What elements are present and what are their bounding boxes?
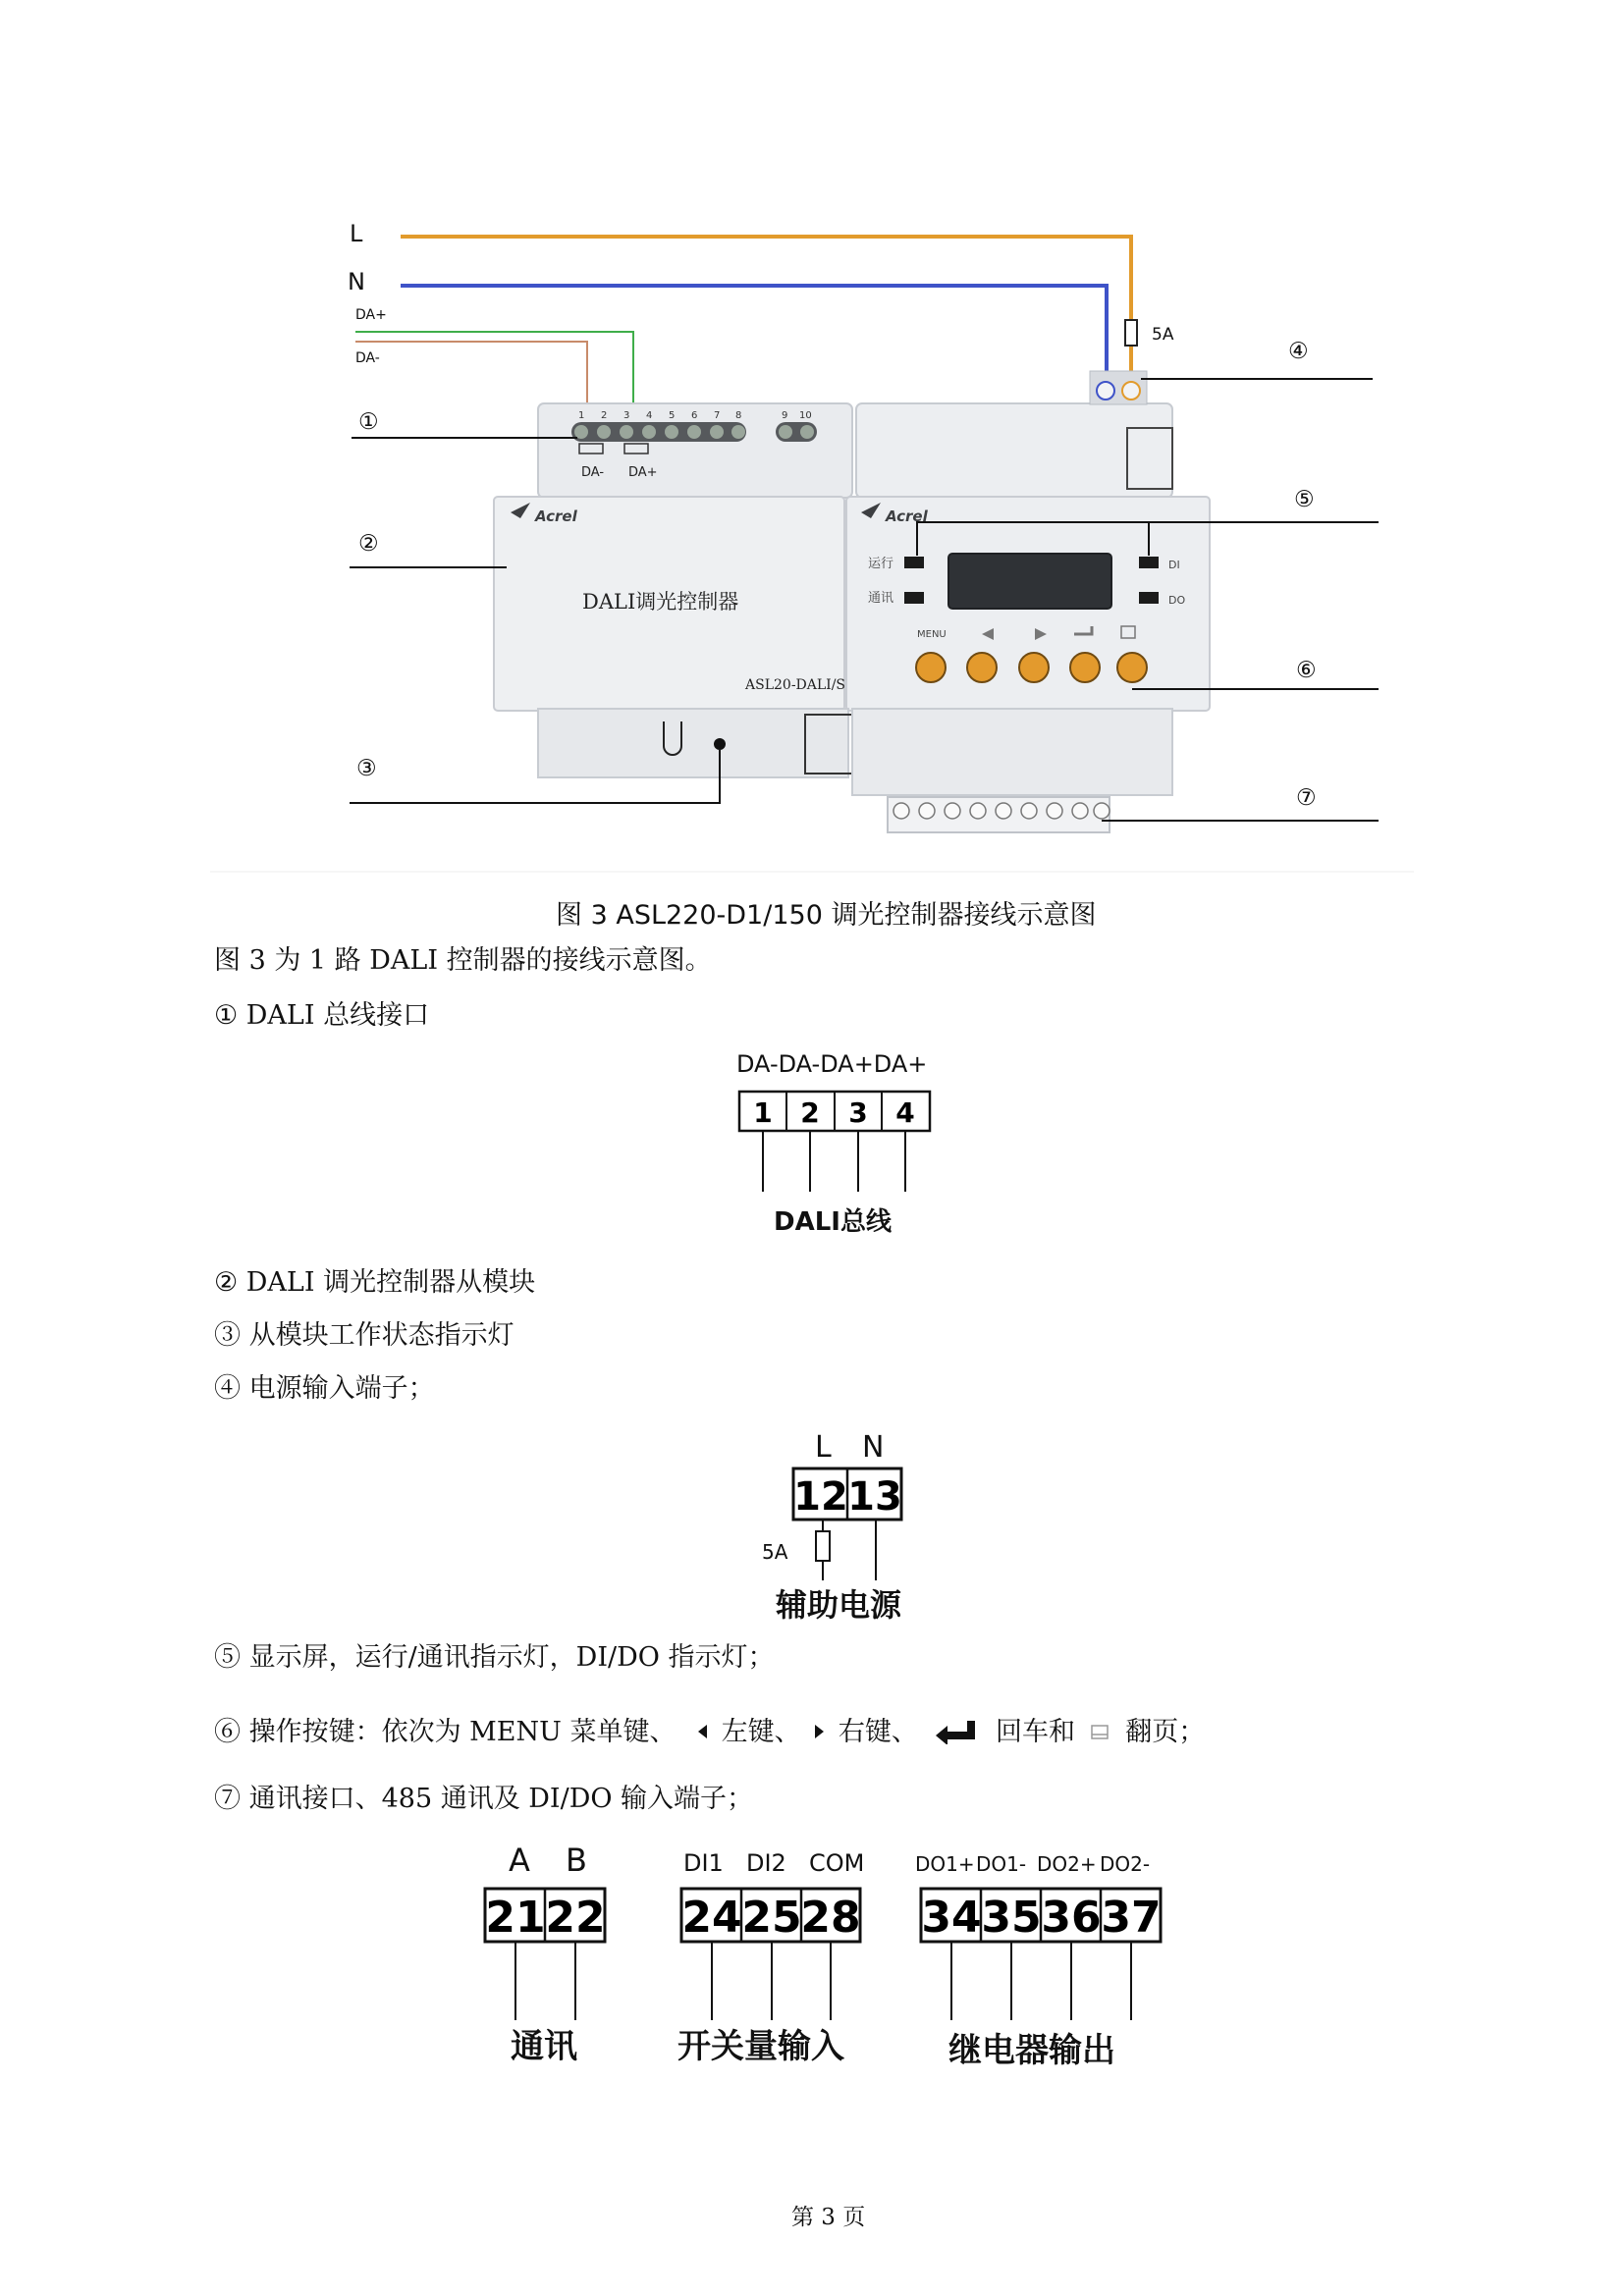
power-diagram xyxy=(746,1421,943,1628)
comm-label-B: B xyxy=(566,1842,587,1879)
indicator-do-label: DO xyxy=(1168,594,1186,607)
item-1: ① DALI 总线接口 xyxy=(214,1000,430,1031)
page-number: 第 3 页 xyxy=(791,2205,866,2230)
comm-terminal-22: 22 xyxy=(545,1893,606,1943)
comm-terminal-21: 21 xyxy=(485,1893,546,1943)
do-terminal-34: 34 xyxy=(921,1893,982,1943)
comm-label-A: A xyxy=(509,1842,530,1879)
device-model: ASL20-DALI/S xyxy=(745,677,846,693)
comm-io-diagram xyxy=(471,1834,1198,2089)
dali-terminal-3: 3 xyxy=(848,1096,868,1129)
do-terminal-36: 36 xyxy=(1041,1893,1102,1943)
di-terminal-28: 28 xyxy=(800,1893,861,1943)
do-terminal-35: 35 xyxy=(981,1893,1042,1943)
dali-terminal-2: 2 xyxy=(800,1096,820,1129)
callout-7: ⑦ xyxy=(1296,785,1317,811)
callout-4: ④ xyxy=(1288,339,1309,364)
do-label: 继电器输出 xyxy=(948,2031,1115,2070)
callout-6: ⑥ xyxy=(1296,658,1317,683)
di-terminal-25: 25 xyxy=(741,1893,802,1943)
do-label-4: DO2- xyxy=(1100,1852,1151,1876)
svg-text:5: 5 xyxy=(669,410,676,421)
power-label: 辅助电源 xyxy=(776,1586,902,1624)
item-6-text-c: 右键、 xyxy=(838,1717,918,1747)
figure-caption: 图 3 ASL220-D1/150 调光控制器接线示意图 xyxy=(556,900,1097,931)
label-L: L xyxy=(350,220,363,247)
device-name: DALI调光控制器 xyxy=(582,590,739,614)
svg-text:9: 9 xyxy=(782,410,788,421)
di-terminal-24: 24 xyxy=(681,1893,742,1943)
power-label-N: N xyxy=(862,1430,885,1465)
di-label: 开关量输入 xyxy=(677,2027,844,2066)
svg-text:4: 4 xyxy=(646,410,653,421)
power-label-L: L xyxy=(815,1430,832,1465)
power-fuse-label: 5A xyxy=(762,1540,788,1564)
wires xyxy=(355,237,1131,424)
lcd-display xyxy=(948,554,1111,609)
svg-text:7: 7 xyxy=(714,410,721,421)
page-key-icon xyxy=(1090,1723,1111,1742)
fuse-label: 5A xyxy=(1152,325,1174,345)
item-2: ② DALI 调光控制器从模块 xyxy=(214,1267,536,1298)
label-da-minus: DA- xyxy=(355,350,380,366)
item-6-text-b: 左键、 xyxy=(721,1717,801,1747)
callout-3: ③ xyxy=(356,756,377,781)
label-da-plus: DA+ xyxy=(355,307,387,323)
dali-terminal-4: 4 xyxy=(895,1096,915,1129)
item-7: ⑦ 通讯接口、485 通讯及 DI/DO 输入端子； xyxy=(214,1784,754,1814)
power-terminal-13: 13 xyxy=(847,1474,902,1520)
indicator-di-label: DI xyxy=(1168,559,1180,571)
do-label-3: DO2+ xyxy=(1037,1852,1097,1876)
dali-bus-header: DA-DA-DA+DA+ xyxy=(736,1050,928,1078)
do-label-1: DO1+ xyxy=(915,1852,975,1876)
brand-right: Acrel xyxy=(886,507,928,525)
left-key-icon xyxy=(698,1725,707,1738)
item-4: ④ 电源输入端子； xyxy=(214,1373,435,1404)
svg-text:10: 10 xyxy=(799,410,812,421)
di-label-1: DI1 xyxy=(683,1849,724,1877)
item-6-text-a: ⑥ 操作按键：依次为 MENU 菜单键、 xyxy=(214,1717,677,1747)
bottom-left-housing xyxy=(538,709,848,777)
do-label-2: DO1- xyxy=(976,1852,1027,1876)
enter-key-icon xyxy=(934,1719,977,1744)
top-right-housing xyxy=(856,403,1172,498)
dali-terminal-1: 1 xyxy=(753,1096,773,1129)
di-label-com: COM xyxy=(809,1849,865,1877)
indicator-do-led xyxy=(1139,592,1159,604)
indicator-comm-led xyxy=(904,592,924,604)
comm-group xyxy=(485,1842,606,2066)
status-led xyxy=(714,738,726,750)
indicator-run-label: 运行 xyxy=(868,557,894,571)
do-group xyxy=(915,1852,1162,2070)
right-key-icon xyxy=(815,1725,824,1738)
terminal-strip-top xyxy=(571,422,817,442)
brand-left: Acrel xyxy=(535,507,577,525)
indicator-comm-label: 通讯 xyxy=(868,591,894,606)
item-6-text-e: 翻页； xyxy=(1125,1717,1206,1747)
terminal-label-da-plus: DA+ xyxy=(628,465,658,480)
dali-bus-label: DALI总线 xyxy=(774,1207,892,1237)
comm-label: 通讯 xyxy=(511,2027,577,2066)
svg-text:1: 1 xyxy=(578,410,585,421)
svg-text:6: 6 xyxy=(691,410,698,421)
intro-paragraph: 图 3 为 1 路 DALI 控制器的接线示意图。 xyxy=(214,945,712,976)
dali-bus-diagram xyxy=(727,1048,952,1245)
wire-N xyxy=(401,286,1107,383)
svg-text:2: 2 xyxy=(601,410,608,421)
fuse-symbol xyxy=(1125,320,1137,346)
wiring-figure xyxy=(0,0,1624,883)
item-5: ⑤ 显示屏，运行/通讯指示灯，DI/DO 指示灯； xyxy=(214,1642,775,1673)
terminal-label-da-minus: DA- xyxy=(581,465,605,480)
callout-5: ⑤ xyxy=(1294,487,1315,512)
item-3: ③ 从模块工作状态指示灯 xyxy=(214,1320,514,1351)
do-terminal-37: 37 xyxy=(1101,1893,1162,1943)
indicator-run-led xyxy=(904,557,924,568)
item-6 xyxy=(214,1716,1205,1749)
svg-text:8: 8 xyxy=(735,410,742,421)
menu-key-label: MENU xyxy=(917,629,947,640)
label-N: N xyxy=(348,268,365,295)
callout-2: ② xyxy=(358,531,379,557)
di-group xyxy=(677,1849,864,2066)
power-terminal-12: 12 xyxy=(793,1474,848,1520)
callout-1: ① xyxy=(358,409,379,435)
item-6-text-d: 回车和 xyxy=(996,1717,1076,1747)
svg-text:3: 3 xyxy=(623,410,630,421)
bottom-right-housing xyxy=(852,709,1172,795)
indicator-di-led xyxy=(1139,557,1159,568)
di-label-2: DI2 xyxy=(746,1849,786,1877)
wire-L xyxy=(401,237,1131,383)
